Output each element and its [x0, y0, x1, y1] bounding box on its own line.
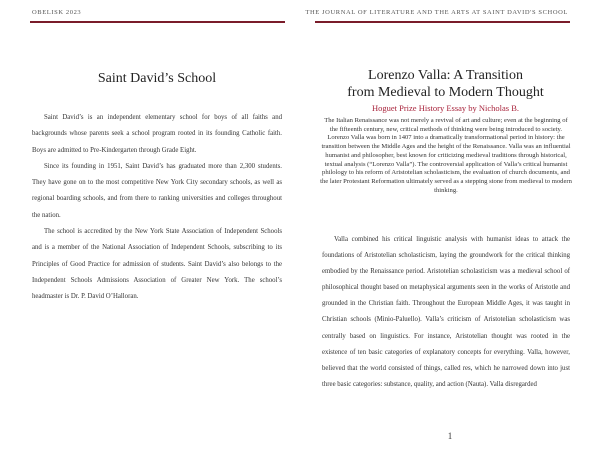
left-paragraph: Saint David’s is an independent elementary school for boys of all faiths and backgrounds whose parents seek a school program rooted in its founding Catholic faith. Boys are admitted to Pre-Kindergarten through Grade Eight.: [32, 114, 282, 154]
essay-title-line-2: from Medieval to Modern Thought: [347, 85, 544, 100]
essay-body: [322, 232, 570, 393]
essay-title: [318, 67, 573, 101]
essay-paragraph: Valla combined his critical linguistic analysis with humanist ideas to attack the foundations of Aristotelian scholasticism, laying the groundwork for the critical thinking embodied by the Renaissance period. Aristotelian scholasticism was a medieval school of philosophical thought based on metaphysical arguments seen in the works of Aristotle and grounded in the Christian faith. Throughout the European Middle Ages, it was taught in Christian schools (Minio-Paluello). Valla’s criticism of Aristotelian scholasticism was centrally based on linguistics. For instance, Aristotelian thought was rooted in the existence of ten basic categories of explanatory concepts for everything. Valla, however, believed that the world consisted of things, called res, which he narrowed down into just three basic categories: substance, quality, and action (Nauta). Valla disregarded: [322, 236, 570, 388]
essay-title-line-1: Lorenzo Valla: A Transition: [368, 68, 523, 83]
left-page-title: Saint David’s School: [97, 71, 217, 86]
abstract-text: The Italian Renaissance was not merely a revival of art and culture; even at the beginning of the fifteenth century, new, critical methods of thinking were being introduced to society. Lorenzo Valla was born in 1407 into a dramatically transformational period in history: the transition between the Middle Ages and the height of the Renaissance. Valla was an influential humanist and philosopher, best known for criticizing medieval traditions through historical, textual analysis (“Lorenzo Valla”). The controversial application of Valla’s critical humanist philology to his reform of Aristotelian scholasticism, the evaluation of church documents, and the later Protestant Reformation ultimately served as a stepping stone from medieval to modern thinking.: [320, 117, 572, 194]
left-paragraph: Since its founding in 1951, Saint David’s has graduated more than 2,300 students. They have gone on to the most competitive New York City secondary schools, as well as regional boarding schools, and from there to ranking universities and colleges throughout the nation.: [32, 162, 282, 219]
running-head-right: THE JOURNAL OF LITERATURE AND THE ARTS AT SAINT DAVID'S SCHOOL: [305, 9, 568, 16]
left-paragraph: The school is accredited by the New York State Association of Independent Schools and is a member of the National Association of Independent Schools, subscribing to its Principles of Good Practice for admission of students. Saint David’s also belongs to the Independent Schools Admissions Association of Greater New York. The school’s headmaster is Dr. P. David O’Halloran.: [32, 228, 282, 301]
page-number: 1: [447, 431, 453, 441]
header-rule-right: [315, 21, 570, 23]
essay-subtitle: Hoguet Prize History Essay by Nicholas B.: [371, 103, 520, 113]
left-page-body: [32, 110, 282, 306]
header-rule-left: [30, 21, 285, 23]
essay-abstract: [320, 117, 572, 195]
running-head-left: OBELISK 2023: [32, 9, 82, 16]
